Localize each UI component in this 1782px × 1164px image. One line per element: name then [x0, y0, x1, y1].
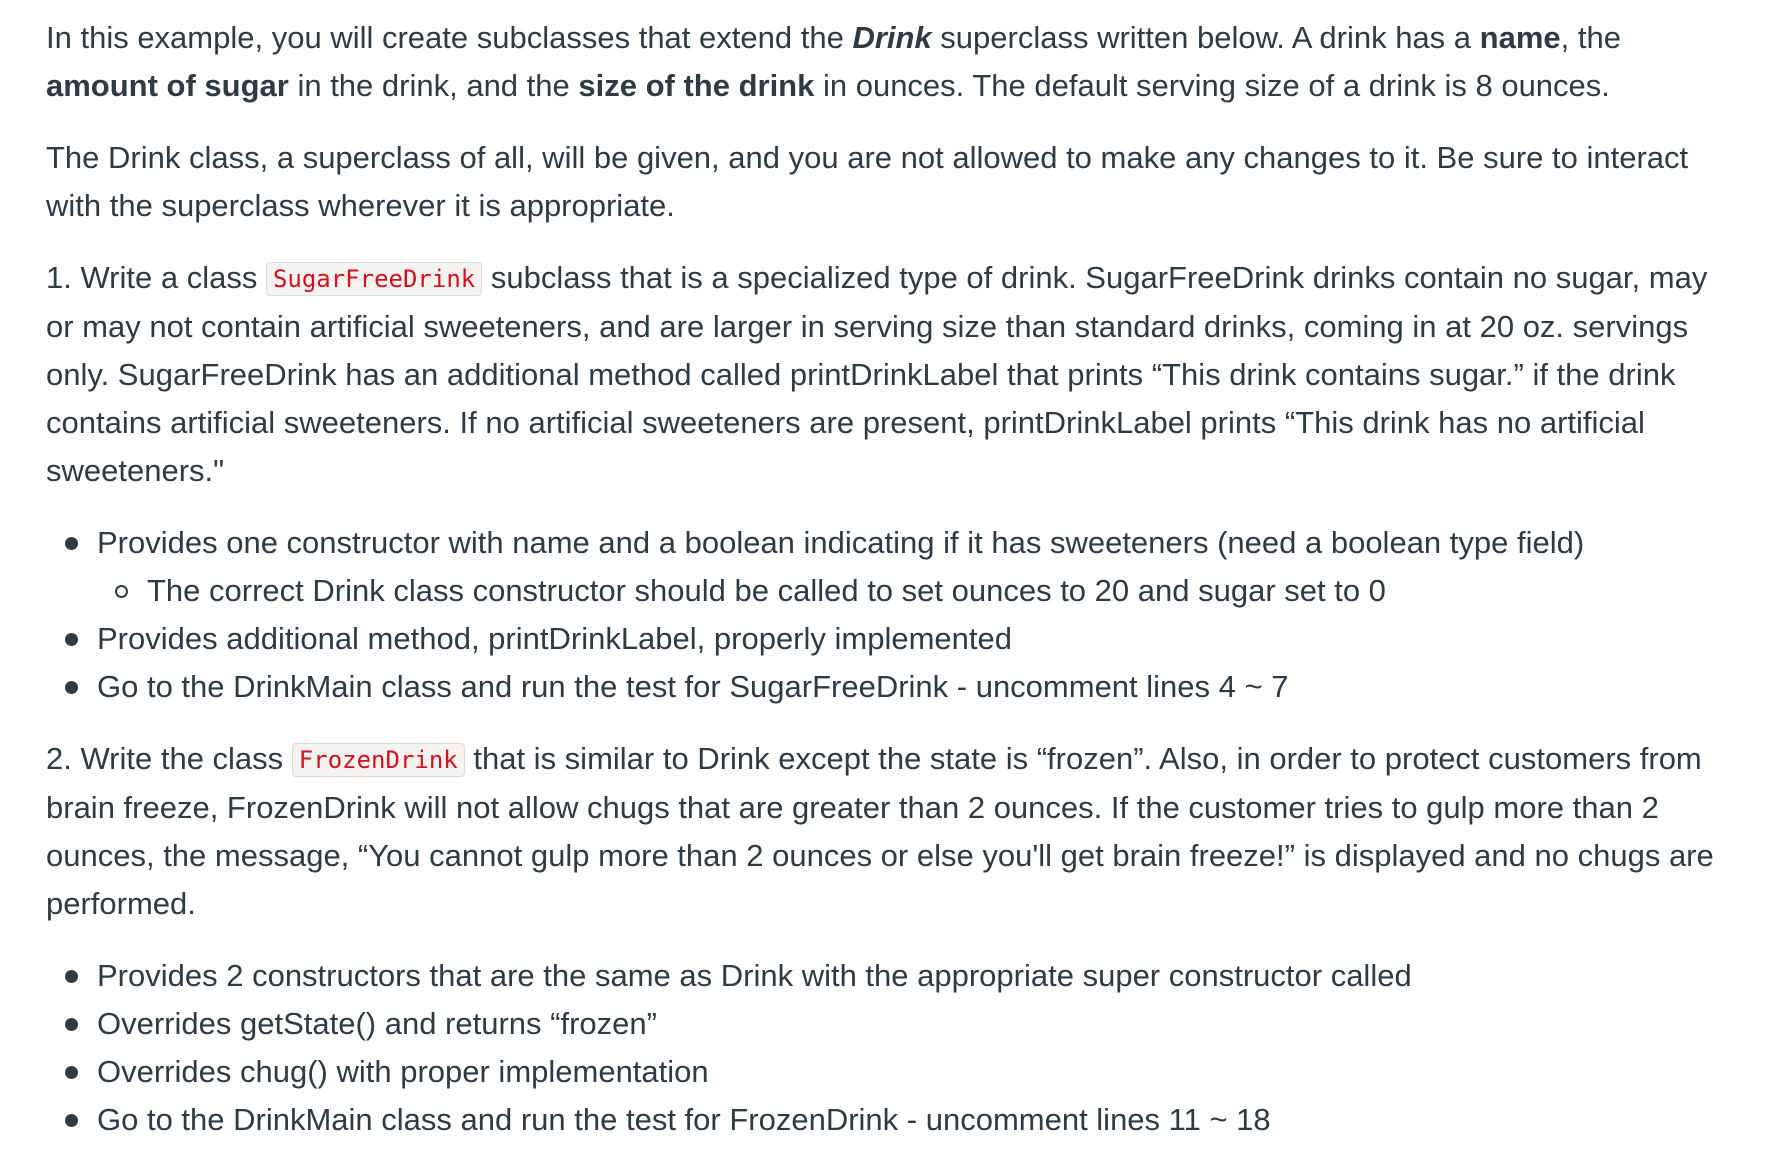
list-item: Provides additional method, printDrinkLabel, properly implemented — [97, 615, 1722, 663]
intro-text-3: , the — [1560, 20, 1621, 55]
intro-text-1: In this example, you will create subclasses that extend the — [46, 20, 853, 55]
list-item: Overrides getState() and returns “frozen” — [97, 1000, 1722, 1048]
list-item: Provides 2 constructors that are the same as Drink with the appropriate super constructor called — [97, 952, 1722, 1000]
task-1-prefix: 1. Write a class — [46, 260, 266, 295]
task-1-text: subclass that is a specialized type of drink. SugarFreeDrink drinks contain no sugar, may or may not contain artificial sweeteners, and are larger in serving size than standard drinks, coming in at 20 oz. servings only. SugarFreeDrink has an additional method called printDrinkLabel that prints “This drink contains sugar.” if the drink contains artificial sweeteners. If no artificial sweeteners are present, printDrinkLabel prints “This drink has no artificial sweeteners." — [46, 260, 1708, 488]
intro-text-5: in ounces. The default serving size of a drink is 8 ounces. — [814, 68, 1610, 103]
sugar-term: amount of sugar — [46, 68, 289, 103]
list-item-text: Provides one constructor with name and a boolean indicating if it has sweeteners (need a boolean type field) — [97, 525, 1585, 560]
name-term: name — [1479, 20, 1561, 55]
superclass-note: The Drink class, a superclass of all, will be given, and you are not allowed to make any changes to it. Be sure to interact with the superclass wherever it is appropriate. — [46, 140, 1689, 223]
drink-class-name: Drink — [852, 20, 932, 55]
list-item: The correct Drink class constructor should be called to set ounces to 20 and sugar set to 0 — [147, 567, 1722, 615]
task-2-text: that is similar to Drink except the state is “frozen”. Also, in order to protect customers from brain freeze, FrozenDrink will not allow chugs that are greater than 2 ounces. If the customer tries to gulp more than 2 ounces, the message, “You cannot gulp more than 2 ounces or else you'll get brain freeze!” is displayed and no chugs are performed. — [46, 741, 1714, 921]
list-item — [97, 519, 1722, 615]
task-1-description — [46, 254, 1722, 495]
list-item: Overrides chug() with proper implementation — [97, 1048, 1722, 1096]
task-1-requirements — [46, 519, 1722, 711]
intro-paragraph — [46, 14, 1722, 110]
list-item: Go to the DrinkMain class and run the test for FrozenDrink - uncomment lines 11 ~ 18 — [97, 1096, 1722, 1144]
task-1-sub-requirements — [97, 567, 1722, 615]
task-2-prefix: 2. Write the class — [46, 741, 292, 776]
task-2-requirements — [46, 952, 1722, 1144]
task-2-description — [46, 735, 1722, 928]
intro-text-4: in the drink, and the — [288, 68, 579, 103]
sugarfreedrink-code: SugarFreeDrink — [266, 262, 482, 296]
size-term: size of the drink — [578, 68, 815, 103]
list-item: Go to the DrinkMain class and run the test for SugarFreeDrink - uncomment lines 4 ~ 7 — [97, 663, 1722, 711]
frozendrink-code: FrozenDrink — [292, 743, 465, 777]
intro-text-2: superclass written below. A drink has a — [931, 20, 1480, 55]
